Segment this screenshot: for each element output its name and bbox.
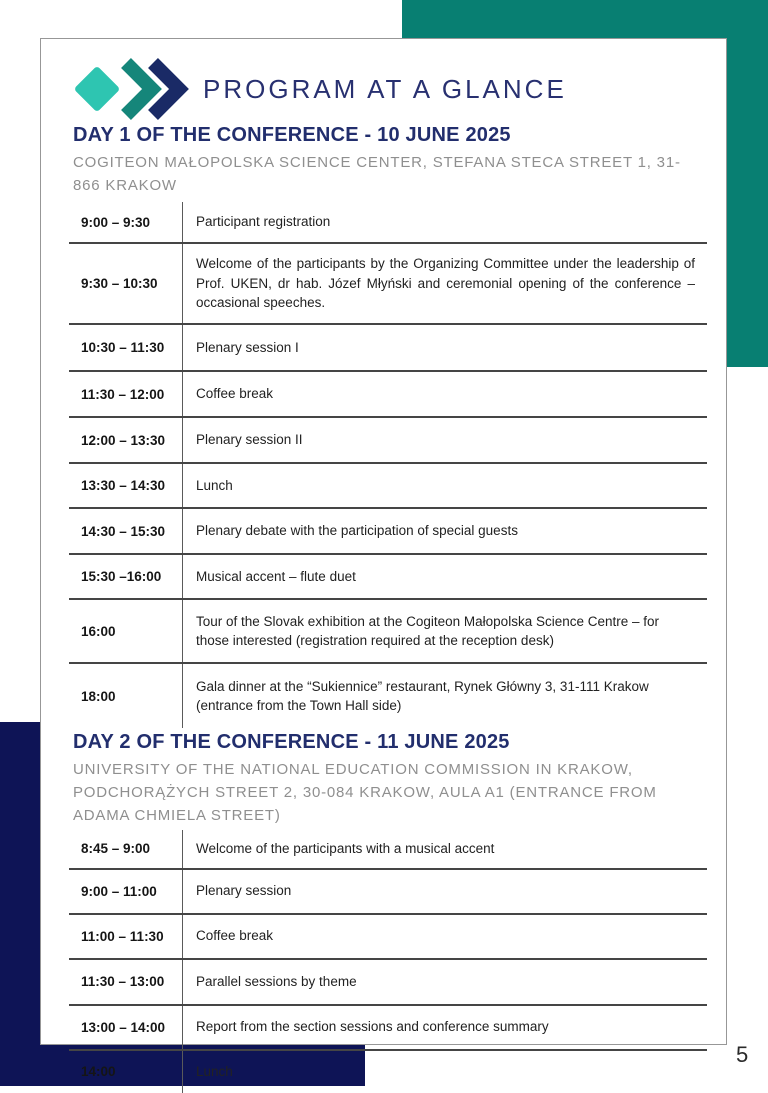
time-cell: 15:30 –16:00 — [69, 555, 183, 598]
event-description: Plenary session II — [196, 432, 303, 448]
event-description: Plenary session I — [196, 339, 299, 355]
description-cell — [183, 1051, 707, 1093]
table-row — [69, 600, 707, 664]
time-cell: 12:00 – 13:30 — [69, 418, 183, 462]
time-cell: 8:45 – 9:00 — [69, 830, 183, 868]
event-description: Plenary session — [196, 883, 292, 899]
chevron-right-icon — [126, 63, 152, 115]
conference-logo — [69, 58, 191, 120]
description-cell — [183, 325, 707, 370]
table-row — [69, 830, 707, 870]
table-row — [69, 1051, 707, 1093]
day1-heading: DAY 1 OF THE CONFERENCE - 10 JUNE 2025 — [73, 124, 511, 146]
event-description: Coffee break — [196, 928, 274, 944]
diamond-icon — [72, 64, 123, 115]
table-row — [69, 372, 707, 418]
event-description: Report from the section sessions and conference summary — [196, 1019, 549, 1035]
description-cell — [183, 202, 707, 242]
table-row — [69, 202, 707, 244]
description-cell — [183, 600, 707, 662]
page-title: PROGRAM AT A GLANCE — [203, 73, 567, 104]
description-cell — [183, 509, 707, 553]
table-row — [69, 960, 707, 1006]
event-description: Lunch — [196, 1063, 233, 1079]
event-description: Welcome of the participants by the Organizing Committee under the leadership of Prof. UKEN, dr hab. Józef Młyński and ceremonial opening of the conference – occasional speeches. — [196, 256, 695, 311]
table-row — [69, 418, 707, 464]
event-description: Parallel sessions by theme — [196, 973, 357, 989]
table-row — [69, 464, 707, 509]
description-cell — [183, 418, 707, 462]
table-row — [69, 244, 707, 325]
description-cell — [183, 960, 707, 1004]
day1-venue: COGITEON MAŁOPOLSKA SCIENCE CENTER, STEFANA STECA STREET 1, 31-866 KRAKOW — [73, 154, 681, 194]
table-row — [69, 664, 707, 728]
event-description: Plenary debate with the participation of special guests — [196, 523, 518, 539]
time-cell: 11:00 – 11:30 — [69, 915, 183, 958]
day2-schedule-table — [69, 830, 707, 1093]
time-cell: 14:00 — [69, 1051, 183, 1093]
time-cell: 18:00 — [69, 664, 183, 728]
description-cell — [183, 830, 707, 868]
table-row — [69, 325, 707, 372]
time-cell: 9:00 – 9:30 — [69, 202, 183, 242]
event-description: Coffee break — [196, 386, 274, 402]
time-cell: 9:30 – 10:30 — [69, 244, 183, 323]
event-description: Tour of the Slovak exhibition at the Cogiteon Małopolska Science Centre – for those interested (registration required at the reception desk) — [196, 613, 660, 648]
description-cell — [183, 915, 707, 958]
event-description: Lunch — [196, 477, 233, 493]
table-row — [69, 870, 707, 915]
time-cell: 13:30 – 14:30 — [69, 464, 183, 507]
document-page — [40, 38, 727, 1079]
day1-schedule-table — [69, 202, 707, 728]
time-cell: 9:00 – 11:00 — [69, 870, 183, 913]
description-cell — [183, 244, 707, 323]
time-cell: 10:30 – 11:30 — [69, 325, 183, 370]
event-description: Welcome of the participants with a musical accent — [196, 841, 495, 856]
time-cell: 11:30 – 12:00 — [69, 372, 183, 416]
time-cell: 13:00 – 14:00 — [69, 1006, 183, 1049]
description-cell — [183, 464, 707, 507]
event-description: Participant registration — [196, 214, 331, 230]
description-cell — [183, 555, 707, 598]
page-number: 5 — [736, 1042, 749, 1067]
time-cell: 11:30 – 13:00 — [69, 960, 183, 1004]
table-row — [69, 555, 707, 600]
day2-heading: DAY 2 OF THE CONFERENCE - 11 JUNE 2025 — [73, 731, 510, 753]
time-cell: 14:30 – 15:30 — [69, 509, 183, 553]
table-row — [69, 1006, 707, 1051]
description-cell — [183, 1006, 707, 1049]
description-cell — [183, 870, 707, 913]
description-cell — [183, 372, 707, 416]
description-cell — [183, 664, 707, 728]
event-description: Gala dinner at the “Sukiennice” restaurant, Rynek Główny 3, 31-111 Krakow (entrance from the Town Hall side) — [196, 678, 649, 713]
time-cell: 16:00 — [69, 600, 183, 662]
page-header — [69, 57, 707, 121]
event-description: Musical accent – flute duet — [196, 568, 356, 584]
table-row — [69, 915, 707, 960]
day2-venue: UNIVERSITY OF THE NATIONAL EDUCATION COMMISSION IN KRAKOW, PODCHORĄŻYCH STREET 2, 30-084 KRAKOW, AULA A1 (ENTRANCE FROM ADAMA CHMIELA STREET) — [73, 761, 657, 824]
table-row — [69, 509, 707, 555]
